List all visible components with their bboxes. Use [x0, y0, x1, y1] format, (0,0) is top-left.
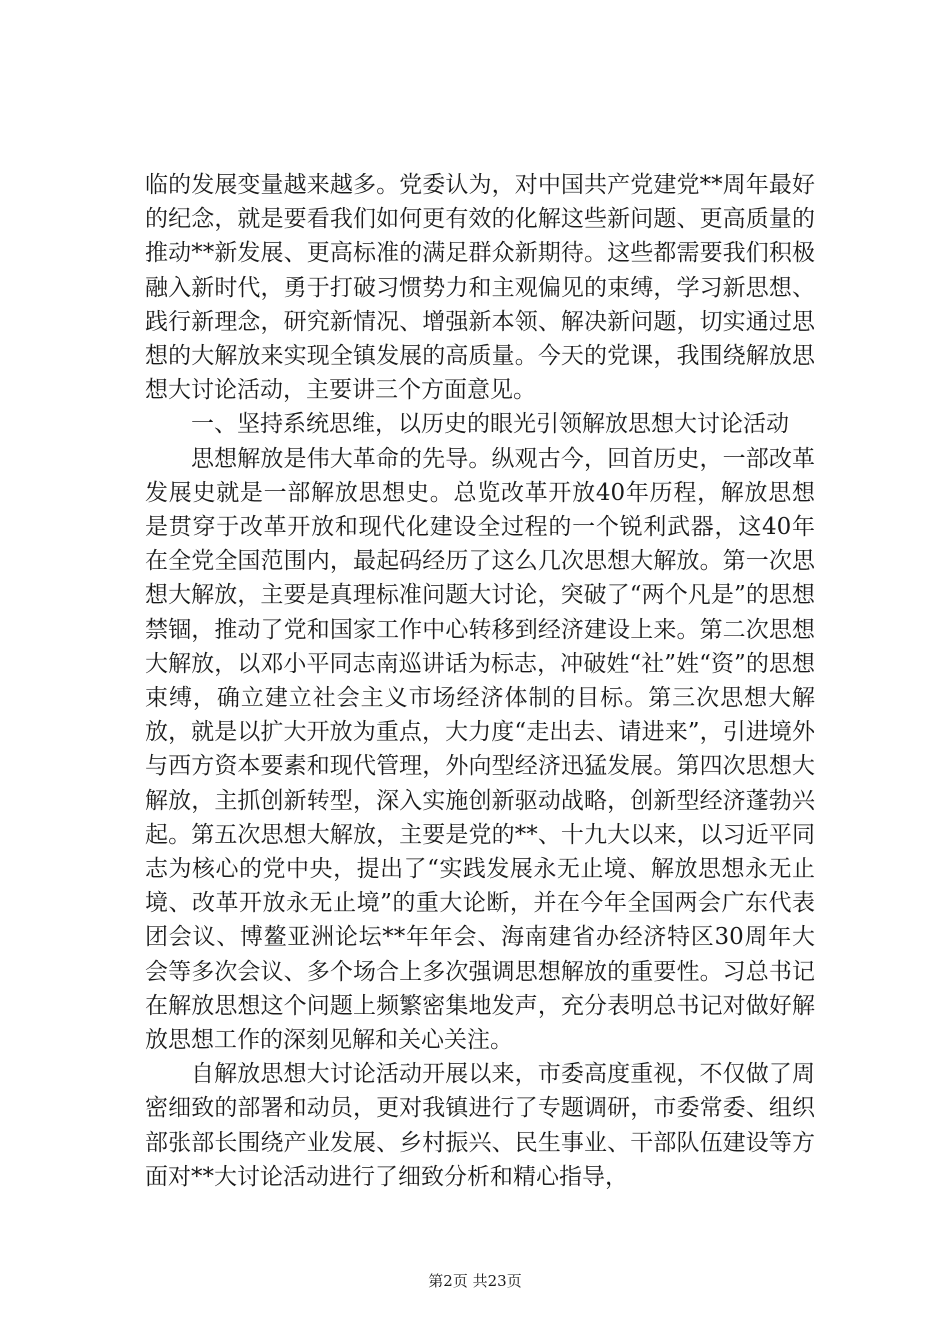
paragraph: 思想解放是伟大革命的先导。纵观古今，回首历史，一部改革发展史就是一部解放思想史。总览改革开放40年历程，解放思想是贯穿于改革开放和现代化建设全过程的一个锐利武器，这40年在全党全国范围内，最起码经历了这么几次思想大解放。第一次思想大解放，主要是真理标准问题大讨论，突破了“两个凡是”的思想禁锢，推动了党和国家工作中心转移到经济建设上来。第二次思想大解放，以邓小平同志南巡讲话为标志，冲破姓“社”姓“资”的思想束缚，确立建立社会主义市场经济体制的目标。第三次思想大解放，就是以扩大开放为重点，大力度“走出去、请进来”，引进境外与西方资本要素和现代管理，外向型经济迅猛发展。第四次思想大解放，主抓创新转型，深入实施创新驱动战略，创新型经济蓬勃兴起。第五次思想大解放，主要是党的**、十九大以来，以习近平同志为核心的党中央，提出了“实践发展永无止境、解放思想永无止境、改革开放永无止境”的重大论断，并在今年全国两会广东代表团会议、博鳌亚洲论坛**年年会、海南建省办经济特区30周年大会等多次会议、多个场合上多次强调思想解放的重要性。习总书记在解放思想这个问题上频繁密集地发声，充分表明总书记对做好解放思想工作的深刻见解和关心关注。 [145, 445, 815, 1054]
page-footer: 第2页 共23页 [428, 1272, 522, 1290]
section-heading: 一、坚持系统思维，以历史的眼光引领解放思想大讨论活动 [191, 411, 789, 438]
paragraph: 自解放思想大讨论活动开展以来，市委高度重视，不仅做了周密细致的部署和动员，更对我镇进行了专题调研，市委常委、组织部张部长围绕产业发展、乡村振兴、民生事业、干部队伍建设等方面对**大讨论活动进行了细致分析和精心指导， [145, 1061, 815, 1190]
document-body [145, 168, 815, 1194]
paragraph-continuation: 临的发展变量越来越多。党委认为，对中国共产党建党**周年最好的纪念，就是要看我们如何更有效的化解这些新问题、更高质量的推动**新发展、更高标准的满足群众新期待。这些都需要我们积极融入新时代，勇于打破习惯势力和主观偏见的束缚，学习新思想、践行新理念，研究新情况、增强新本领、解决新问题，切实通过思想的大解放来实现全镇发展的高质量。今天的党课，我围绕解放思想大讨论活动，主要讲三个方面意见。 [145, 172, 815, 404]
